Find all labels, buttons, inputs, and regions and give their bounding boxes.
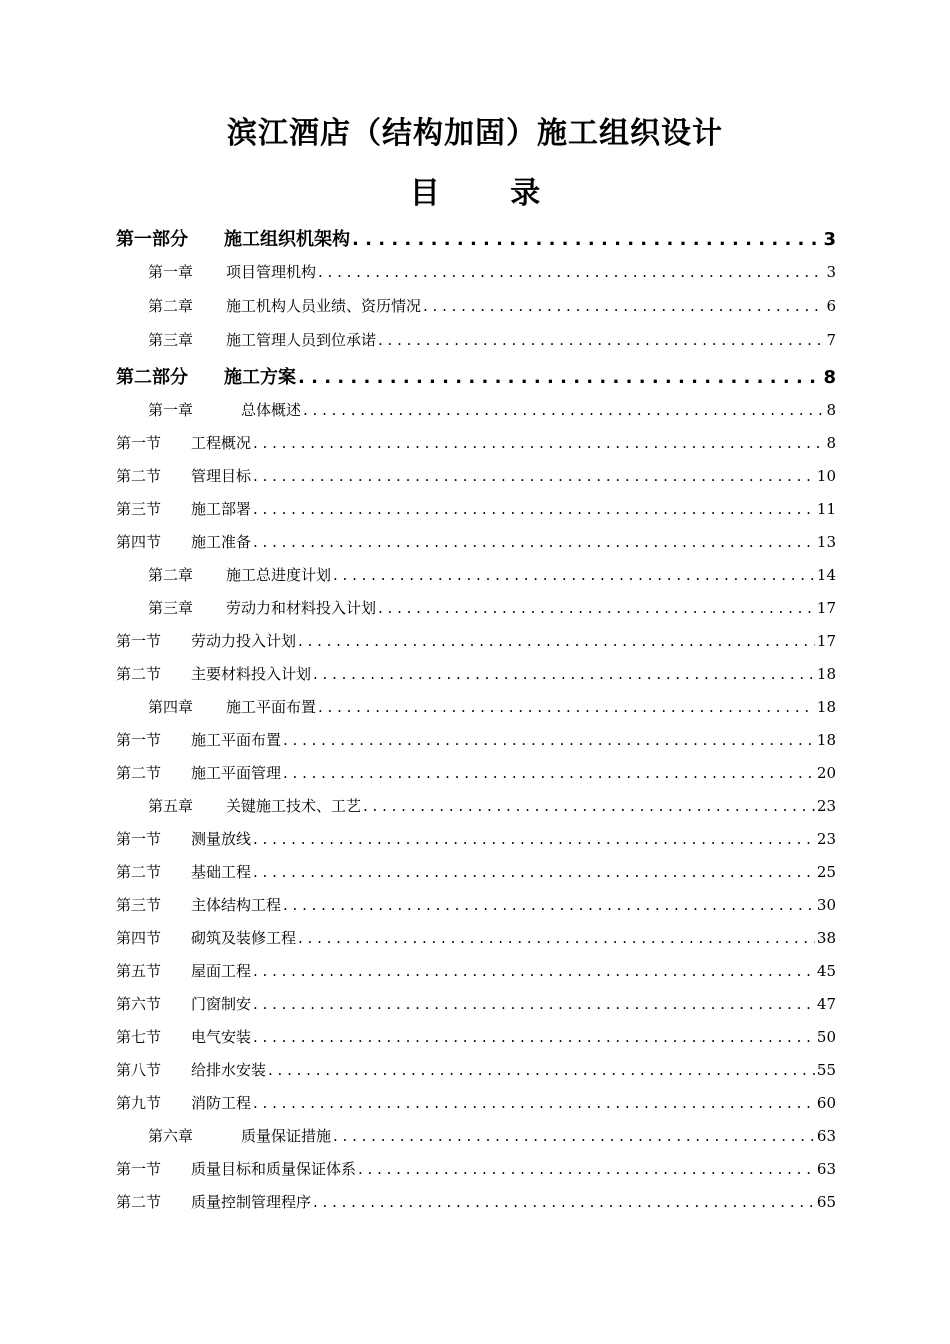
toc-heading: 目 录 bbox=[409, 176, 571, 211]
toc-entry-number: 第三章 bbox=[148, 599, 194, 617]
toc-entry-title: 门窗制安 bbox=[191, 995, 252, 1013]
toc-dot-leader bbox=[253, 533, 815, 551]
toc-dot-leader bbox=[283, 764, 815, 782]
toc-dot-leader bbox=[283, 896, 815, 914]
toc-dot-leader bbox=[313, 1193, 815, 1211]
toc-page-number: 10 bbox=[816, 467, 836, 485]
toc-entry-number: 第一节 bbox=[116, 632, 162, 650]
toc-page-number: 8 bbox=[826, 434, 836, 452]
toc-entry-title: 施工组织机架构 bbox=[224, 229, 350, 250]
toc-entry-number: 第一节 bbox=[116, 434, 162, 452]
toc-page-number: 18 bbox=[816, 698, 836, 716]
toc-entry-title: 主要材料投入计划 bbox=[191, 665, 312, 683]
toc-page-number: 38 bbox=[816, 929, 836, 947]
toc-page-number: 3 bbox=[826, 263, 836, 281]
toc-entry-number: 第四节 bbox=[116, 929, 162, 947]
toc-page-number: 60 bbox=[816, 1094, 836, 1112]
toc-entry-section[interactable] bbox=[116, 1191, 836, 1223]
toc-entry-section[interactable] bbox=[116, 762, 836, 794]
toc-dot-leader bbox=[363, 797, 815, 815]
toc-entry-title: 总体概述 bbox=[226, 401, 302, 419]
toc-entry-title: 管理目标 bbox=[191, 467, 252, 485]
toc-entry-section[interactable] bbox=[116, 729, 836, 761]
toc-entry-chapter[interactable] bbox=[148, 295, 836, 327]
toc-entry-title: 质量目标和质量保证体系 bbox=[191, 1160, 357, 1178]
toc-entry-title: 关键施工技术、工艺 bbox=[226, 797, 362, 815]
toc-dot-leader bbox=[253, 467, 815, 485]
toc-entry-section[interactable] bbox=[116, 1026, 836, 1058]
toc-dot-leader bbox=[313, 665, 815, 683]
toc-page-number: 45 bbox=[816, 962, 836, 980]
toc-entry-number: 第九节 bbox=[116, 1094, 162, 1112]
toc-entry-title: 质量控制管理程序 bbox=[191, 1193, 312, 1211]
toc-entry-title: 施工平面布置 bbox=[191, 731, 282, 749]
toc-entry-number: 第三章 bbox=[148, 331, 194, 349]
toc-entry-number: 第二节 bbox=[116, 467, 162, 485]
toc-entry-title: 消防工程 bbox=[191, 1094, 252, 1112]
toc-entry-chapter[interactable] bbox=[148, 399, 836, 431]
toc-entry-section[interactable] bbox=[116, 531, 836, 563]
toc-entry-number: 第五章 bbox=[148, 797, 194, 815]
toc-entry-number: 第一部分 bbox=[116, 229, 188, 250]
toc-entry-number: 第四章 bbox=[148, 698, 194, 716]
toc-page-number: 6 bbox=[826, 297, 836, 315]
toc-entry-title: 劳动力投入计划 bbox=[191, 632, 297, 650]
toc-dot-leader bbox=[378, 599, 815, 617]
toc-dot-leader bbox=[352, 229, 821, 250]
toc-dot-leader bbox=[253, 1028, 815, 1046]
toc-entry-section[interactable] bbox=[116, 894, 836, 926]
toc-entry-title: 施工管理人员到位承诺 bbox=[226, 331, 377, 349]
toc-entry-title: 施工平面布置 bbox=[226, 698, 317, 716]
toc-entry-part[interactable] bbox=[116, 363, 836, 395]
toc-dot-leader bbox=[253, 863, 815, 881]
toc-entry-section[interactable] bbox=[116, 1059, 836, 1091]
toc-dot-leader bbox=[253, 1094, 815, 1112]
toc-entry-title: 主体结构工程 bbox=[191, 896, 282, 914]
toc-entry-number: 第一章 bbox=[148, 401, 194, 419]
toc-entry-title: 施工准备 bbox=[191, 533, 252, 551]
toc-entry-title: 施工机构人员业绩、资历情况 bbox=[226, 297, 422, 315]
toc-entry-section[interactable] bbox=[116, 1158, 836, 1190]
toc-entry-title: 施工平面管理 bbox=[191, 764, 282, 782]
toc-page-number: 11 bbox=[816, 500, 836, 518]
toc-entry-number: 第六章 bbox=[148, 1127, 194, 1145]
toc-dot-leader bbox=[298, 929, 815, 947]
toc-entry-number: 第二节 bbox=[116, 863, 162, 881]
toc-entry-section[interactable] bbox=[116, 861, 836, 893]
toc-entry-number: 第七节 bbox=[116, 1028, 162, 1046]
toc-entry-number: 第一节 bbox=[116, 731, 162, 749]
toc-dot-leader bbox=[423, 297, 824, 315]
toc-entry-section[interactable] bbox=[116, 630, 836, 662]
toc-entry-title: 质量保证措施 bbox=[226, 1127, 332, 1145]
toc-dot-leader bbox=[378, 331, 824, 349]
toc-page-number: 30 bbox=[816, 896, 836, 914]
toc-entry-section[interactable] bbox=[116, 960, 836, 992]
toc-dot-leader bbox=[333, 566, 815, 584]
toc-entry-chapter[interactable] bbox=[148, 261, 836, 293]
document-title: 滨江酒店（结构加固）施工组织设计 bbox=[227, 116, 723, 151]
toc-page-number: 65 bbox=[816, 1193, 836, 1211]
toc-page-number: 14 bbox=[816, 566, 836, 584]
toc-entry-title: 测量放线 bbox=[191, 830, 252, 848]
toc-entry-number: 第三节 bbox=[116, 500, 162, 518]
toc-entry-number: 第五节 bbox=[116, 962, 162, 980]
toc-dot-leader bbox=[318, 698, 815, 716]
toc-entry-title: 砌筑及装修工程 bbox=[191, 929, 297, 947]
toc-page-number: 47 bbox=[816, 995, 836, 1013]
toc-page-number: 18 bbox=[816, 731, 836, 749]
toc-entry-number: 第二章 bbox=[148, 297, 194, 315]
toc-page-number: 23 bbox=[816, 830, 836, 848]
toc-entry-title: 基础工程 bbox=[191, 863, 252, 881]
toc-page-number: 17 bbox=[816, 632, 836, 650]
toc-entry-chapter[interactable] bbox=[148, 597, 836, 629]
toc-dot-leader bbox=[298, 632, 815, 650]
toc-dot-leader bbox=[268, 1061, 815, 1079]
toc-entry-number: 第二节 bbox=[116, 1193, 162, 1211]
toc-dot-leader bbox=[298, 367, 821, 388]
toc-entry-number: 第四节 bbox=[116, 533, 162, 551]
toc-entry-chapter[interactable] bbox=[148, 564, 836, 596]
toc-page-number: 8 bbox=[823, 367, 836, 388]
toc-page-number: 8 bbox=[826, 401, 836, 419]
toc-entry-section[interactable] bbox=[116, 498, 836, 530]
toc-entry-chapter[interactable] bbox=[148, 1125, 836, 1157]
toc-entry-number: 第一章 bbox=[148, 263, 194, 281]
toc-entry-title: 施工方案 bbox=[224, 367, 296, 388]
toc-entry-number: 第二部分 bbox=[116, 367, 188, 388]
toc-entry-title: 给排水安装 bbox=[191, 1061, 267, 1079]
toc-dot-leader bbox=[253, 830, 815, 848]
toc-page-number: 63 bbox=[816, 1127, 836, 1145]
toc-entry-section[interactable] bbox=[116, 993, 836, 1025]
toc-entry-title: 工程概况 bbox=[191, 434, 252, 452]
toc-entry-number: 第一节 bbox=[116, 830, 162, 848]
toc-entry-number: 第二节 bbox=[116, 665, 162, 683]
toc-entry-section[interactable] bbox=[116, 663, 836, 695]
toc-page-number: 55 bbox=[816, 1061, 836, 1079]
toc-page-number: 25 bbox=[816, 863, 836, 881]
toc-entry-section[interactable] bbox=[116, 927, 836, 959]
toc-entry-section[interactable] bbox=[116, 1092, 836, 1124]
toc-entry-section[interactable] bbox=[116, 828, 836, 860]
toc-dot-leader bbox=[253, 962, 815, 980]
toc-entry-number: 第八节 bbox=[116, 1061, 162, 1079]
toc-dot-leader bbox=[253, 500, 815, 518]
toc-entry-number: 第六节 bbox=[116, 995, 162, 1013]
toc-dot-leader bbox=[283, 731, 815, 749]
toc-entry-title: 劳动力和材料投入计划 bbox=[226, 599, 377, 617]
toc-page-number: 50 bbox=[816, 1028, 836, 1046]
toc-entry-part[interactable] bbox=[116, 225, 836, 257]
toc-dot-leader bbox=[318, 263, 824, 281]
toc-page-number: 17 bbox=[816, 599, 836, 617]
toc-entry-chapter[interactable] bbox=[148, 329, 836, 361]
toc-entry-title: 施工总进度计划 bbox=[226, 566, 332, 584]
toc-entry-title: 施工部署 bbox=[191, 500, 252, 518]
toc-entry-chapter[interactable] bbox=[148, 795, 836, 827]
toc-page-number: 13 bbox=[816, 533, 836, 551]
toc-dot-leader bbox=[358, 1160, 815, 1178]
toc-entry-title: 电气安装 bbox=[191, 1028, 252, 1046]
toc-page-number: 20 bbox=[816, 764, 836, 782]
toc-dot-leader bbox=[303, 401, 824, 419]
toc-entry-title: 项目管理机构 bbox=[226, 263, 317, 281]
toc-dot-leader bbox=[253, 995, 815, 1013]
toc-entry-chapter[interactable] bbox=[148, 696, 836, 728]
toc-entry-number: 第二节 bbox=[116, 764, 162, 782]
toc-page-number: 18 bbox=[816, 665, 836, 683]
toc-page-number: 3 bbox=[823, 229, 836, 250]
toc-entry-number: 第二章 bbox=[148, 566, 194, 584]
toc-entry-title: 屋面工程 bbox=[191, 962, 252, 980]
toc-entry-number: 第三节 bbox=[116, 896, 162, 914]
toc-page-number: 23 bbox=[816, 797, 836, 815]
toc-dot-leader bbox=[333, 1127, 815, 1145]
toc-page-number: 63 bbox=[816, 1160, 836, 1178]
toc-entry-number: 第一节 bbox=[116, 1160, 162, 1178]
toc-dot-leader bbox=[253, 434, 824, 452]
toc-entry-section[interactable] bbox=[116, 432, 836, 464]
toc-page-number: 7 bbox=[826, 331, 836, 349]
toc-entry-section[interactable] bbox=[116, 465, 836, 497]
